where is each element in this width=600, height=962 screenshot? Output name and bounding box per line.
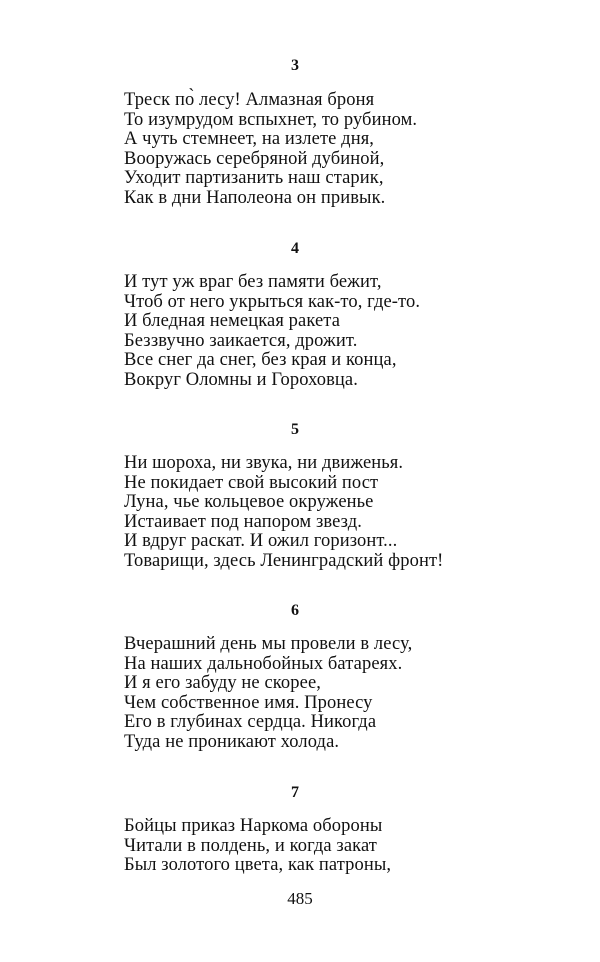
poem-line: Читали в полдень, и когда закат <box>124 835 377 856</box>
poem-line: Ни шороха, ни звука, ни движенья. <box>124 453 404 473</box>
poem-line: Все снег да снег, без края и конца, <box>124 350 397 371</box>
stanza-5 <box>124 454 524 572</box>
stanza-7 <box>124 817 524 876</box>
poem-line: Не покидает свой высокий пост <box>124 472 379 493</box>
poem-line: Чтоб от него укрыться как-то, где-то. <box>124 291 421 312</box>
section-number-3: 3 <box>291 57 299 74</box>
poem-line: То изумрудом вспыхнет, то рубином. <box>124 109 418 130</box>
section-number-4: 4 <box>291 240 299 257</box>
poem-line: Треск по̀ лесу! Алмазная броня <box>124 90 375 110</box>
poem-line: Вчерашний день мы провели в лесу, <box>124 634 413 654</box>
poem-line: И вдруг раскат. И ожил горизонт... <box>124 531 398 552</box>
section-number-5: 5 <box>291 421 299 438</box>
poem-line: На наших дальнобойных батареях. <box>124 653 403 674</box>
page-number: 485 <box>287 889 313 908</box>
poem-line: Луна, чье кольцевое окруженье <box>124 492 374 513</box>
poem-line: Чем собственное имя. Пронесу <box>124 692 373 713</box>
poem-line: И я его забуду не скорее, <box>124 673 321 694</box>
section-number-7: 7 <box>291 784 299 801</box>
poem-line: Был золотого цвета, как патроны, <box>124 855 392 876</box>
poem-line: Беззвучно заикается, дрожит. <box>124 330 358 351</box>
poem-line: Как в дни Наполеона он привык. <box>124 187 386 208</box>
stanza-6 <box>124 635 524 753</box>
poem-line: А чуть стемнеет, на излете дня, <box>124 129 375 150</box>
poem-line: Истаивает под напором звезд. <box>124 511 362 532</box>
section-number-6: 6 <box>291 602 299 619</box>
poem-line: Вооружась серебряной дубиной, <box>124 148 385 169</box>
poem-line: Туда не проникают холода. <box>124 731 340 752</box>
poem-line: Вокруг Оломны и Гороховца. <box>124 369 358 390</box>
stanza-4 <box>124 273 524 391</box>
stanza-3 <box>124 91 524 209</box>
poem-line: И тут уж враг без памяти бежит, <box>124 272 382 292</box>
poem-line: И бледная немецкая ракета <box>124 311 340 332</box>
poem-line: Его в глубинах сердца. Никогда <box>124 712 377 733</box>
poem-line: Товарищи, здесь Ленинградский фронт! <box>124 550 444 571</box>
poem-line: Уходит партизанить наш старик, <box>124 168 384 189</box>
poem-line: Бойцы приказ Наркома обороны <box>124 816 383 836</box>
